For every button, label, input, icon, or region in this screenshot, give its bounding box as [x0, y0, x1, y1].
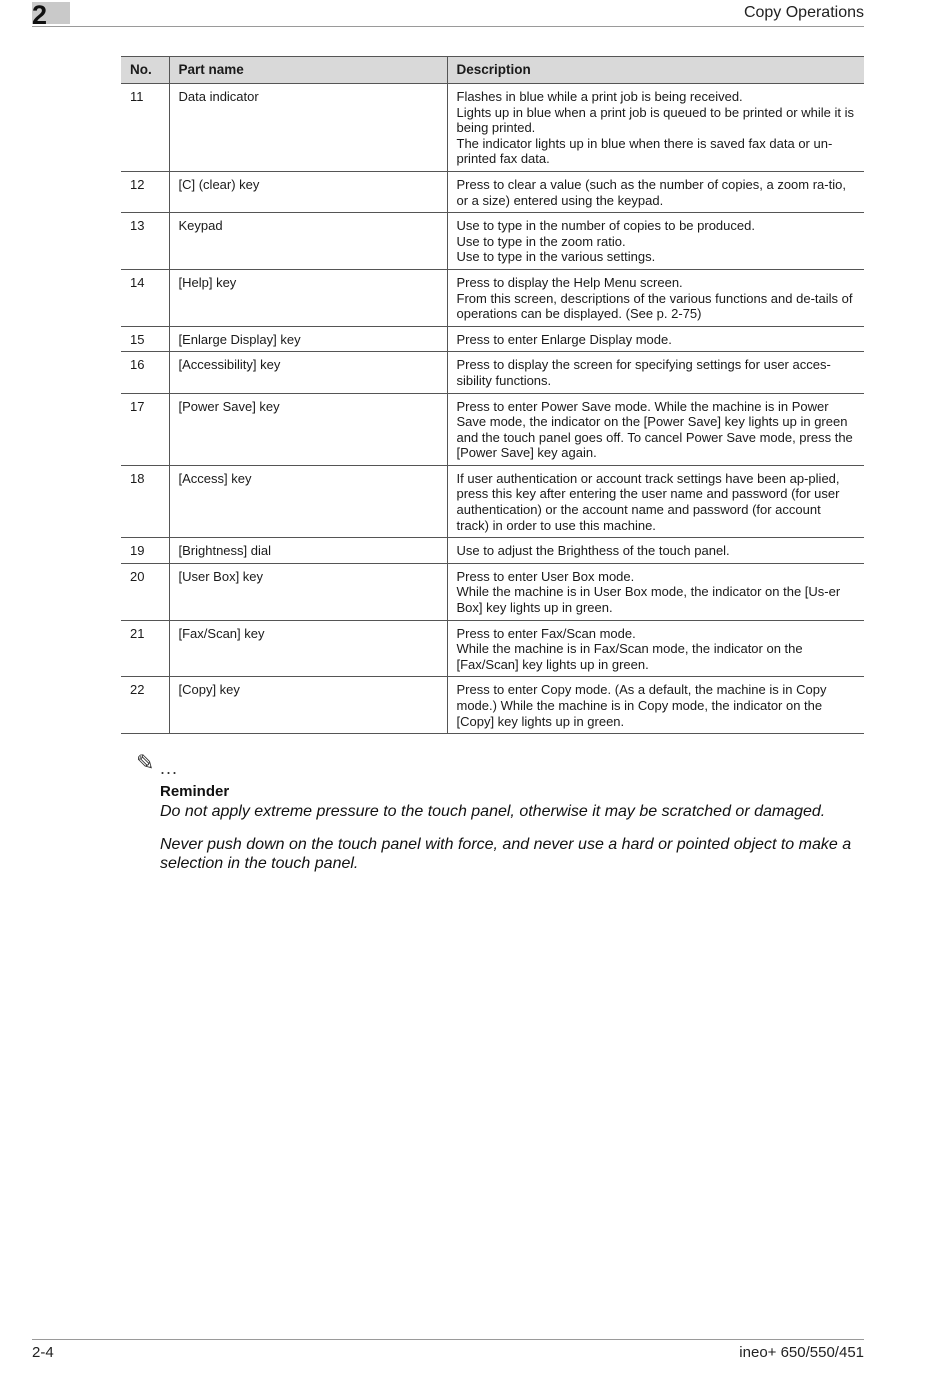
part-description — [447, 84, 864, 172]
description-line: Press to enter Copy mode. (As a default, the machine is in Copy mode.) While the machine is in Copy mode, the indicator on the [Copy] key lights up in green. — [456, 682, 827, 729]
description-line: Use to adjust the Brighthess of the touch panel. — [456, 543, 730, 559]
description-line: The indicator lights up in blue when there is saved fax data or un-printed fax data. — [456, 135, 833, 167]
chapter-number: 2 — [32, 0, 48, 30]
reminder-paragraph: Do not apply extreme pressure to the touch panel, otherwise it may be scratched or damaged. — [160, 803, 826, 820]
pencil-icon: ✎ — [136, 750, 155, 775]
description-line: While the machine is in User Box mode, the indicator on the [Us-er Box] key lights up in green. — [456, 584, 841, 616]
part-description — [447, 538, 864, 564]
table-row — [121, 352, 864, 393]
table-row — [121, 563, 864, 620]
row-number: 16 — [121, 352, 169, 393]
page-number: 2-4 — [32, 1344, 54, 1361]
part-name: [Accessibility] key — [169, 352, 447, 393]
table-row — [121, 326, 864, 352]
row-number: 11 — [121, 84, 169, 172]
part-description — [447, 563, 864, 620]
description-line: While the machine is in Fax/Scan mode, the indicator on the [Fax/Scan] key lights up in green. — [456, 641, 803, 672]
row-number: 12 — [121, 171, 169, 212]
table-row — [121, 84, 864, 172]
description-line: Press to display the Help Menu screen. — [456, 274, 683, 290]
table-row — [121, 677, 864, 734]
description-line: Lights up in blue when a print job is queued to be printed or while it is being printed. — [456, 104, 854, 136]
parts-table — [121, 56, 864, 734]
part-name: [Copy] key — [169, 677, 447, 734]
part-description — [447, 393, 864, 465]
table-row — [121, 393, 864, 465]
table-row — [121, 538, 864, 564]
part-name: [Access] key — [169, 465, 447, 537]
column-header-no: No. — [121, 57, 169, 84]
description-line: Use to type in the zoom ratio. — [456, 233, 626, 249]
column-header-part-name: Part name — [169, 57, 447, 84]
row-number: 13 — [121, 213, 169, 270]
header-divider — [32, 26, 864, 27]
table-body — [121, 84, 864, 734]
reminder-dots: ... — [160, 758, 179, 778]
reminder-paragraph: Never push down on the touch panel with force, and never use a hard or pointed object to make a selection in the touch panel. — [160, 836, 852, 872]
part-name: [User Box] key — [169, 563, 447, 620]
part-description — [447, 352, 864, 393]
part-name: [Help] key — [169, 269, 447, 326]
row-number: 20 — [121, 563, 169, 620]
row-number: 15 — [121, 326, 169, 352]
table-header-row — [121, 57, 864, 84]
row-number: 19 — [121, 538, 169, 564]
description-line: Press to clear a value (such as the number of copies, a zoom ra-tio, or a size) entered using the keypad. — [456, 176, 846, 208]
table-row — [121, 269, 864, 326]
reminder-heading: Reminder — [160, 783, 230, 800]
column-header-description: Description — [447, 57, 864, 84]
part-name: [Brightness] dial — [169, 538, 447, 564]
table-row — [121, 171, 864, 212]
part-description — [447, 620, 864, 677]
description-line: Use to type in the number of copies to be produced. — [456, 218, 755, 234]
product-name: ineo+ 650/550/451 — [739, 1344, 864, 1361]
row-number: 22 — [121, 677, 169, 734]
description-line: Use to type in the various settings. — [456, 249, 656, 265]
description-line: Press to enter Enlarge Display mode. — [456, 331, 672, 347]
part-name: Data indicator — [169, 84, 447, 172]
description-line: If user authentication or account track settings have been ap-plied, press this key after entering the user name and password (for user authentication) or the account name and password (for account track) in order to use this machine. — [456, 470, 840, 533]
description-line: Press to enter User Box mode. — [456, 568, 635, 584]
part-description — [447, 465, 864, 537]
description-line: Press to enter Fax/Scan mode. — [456, 625, 636, 641]
part-name: [Enlarge Display] key — [169, 326, 447, 352]
section-title: Copy Operations — [743, 4, 864, 21]
part-description — [447, 326, 864, 352]
description-line: Flashes in blue while a print job is being received. — [456, 89, 743, 104]
part-name: [Fax/Scan] key — [169, 620, 447, 677]
row-number: 17 — [121, 393, 169, 465]
description-line: Press to enter Power Save mode. While the machine is in Power Save mode, the indicator on the [Power Save] key lights up in green and the touch panel goes off. To cancel Power Save mode, press the [Power Save] key again. — [456, 398, 853, 461]
part-name: Keypad — [169, 213, 447, 270]
table-row — [121, 620, 864, 677]
description-line: From this screen, descriptions of the various functions and de-tails of operations can be displayed. (See p. 2-75) — [456, 290, 853, 322]
row-number: 18 — [121, 465, 169, 537]
part-name: [C] (clear) key — [169, 171, 447, 212]
part-description — [447, 269, 864, 326]
description-line: Press to display the screen for specifying settings for user acces-sibility functions. — [456, 357, 831, 388]
part-description — [447, 213, 864, 270]
row-number: 21 — [121, 620, 169, 677]
footer-divider — [32, 1339, 864, 1340]
part-name: [Power Save] key — [169, 393, 447, 465]
part-description — [447, 171, 864, 212]
table-row — [121, 465, 864, 537]
table-row — [121, 213, 864, 270]
row-number: 14 — [121, 269, 169, 326]
part-description — [447, 677, 864, 734]
